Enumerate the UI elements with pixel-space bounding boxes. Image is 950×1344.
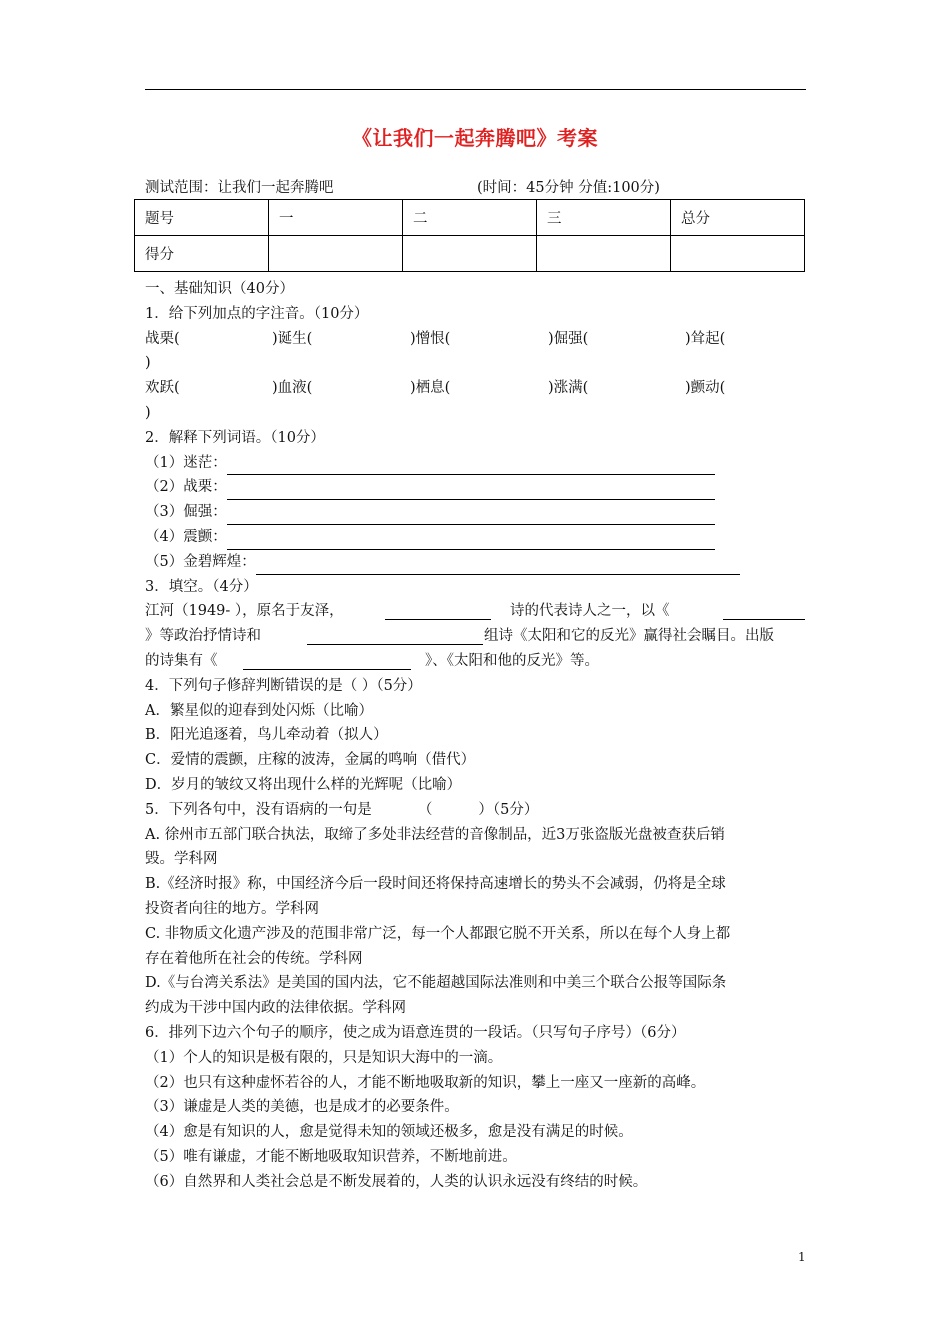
answer-blank[interactable]	[256, 557, 740, 575]
option-item: A．繁星似的迎春到处闪烁（比喻）	[145, 702, 373, 719]
option-item: A. 徐州市五部门联合执法，取缔了多处非法经营的音像制品，近3万张盗版光盘被查获后销	[145, 826, 725, 843]
answer-blank[interactable]	[227, 482, 715, 500]
score-cell: 二	[403, 200, 537, 236]
test-time: (时间：45分钟 分值:100分)	[477, 180, 660, 196]
option-item-cont: 约成为干涉中国内政的法律依据。学科网	[145, 1000, 406, 1017]
option-item: D.《与台湾关系法》是美国的国内法，它不能超越国际法准则和中美三个联合公报等国际条	[145, 975, 727, 992]
score-input-cell[interactable]	[537, 236, 671, 272]
option-item: B．阳光追逐着，鸟儿牵动着（拟人）	[145, 727, 388, 744]
question-5-prompt: 5．下列各句中，没有语病的一句是 （ ）（5分）	[145, 801, 539, 818]
question-3-line	[145, 624, 809, 649]
pinyin-item: )倔强(	[548, 330, 589, 347]
definition-label: （4）震颤：	[145, 528, 227, 545]
fill-text: 诗的代表诗人之一，以《	[510, 603, 670, 620]
header-rule	[145, 89, 806, 90]
score-table-score-row	[135, 236, 805, 272]
score-cell: 一	[269, 200, 403, 236]
page-title: 《让我们一起奔腾吧》考案	[352, 126, 598, 150]
option-item: B.《经济时报》称，中国经济今后一段时间还将保持高速增长的势头不会减弱，仍将是全球	[145, 876, 726, 893]
sentence-item: （3）谦虚是人类的美德，也是成才的必要条件。	[145, 1099, 459, 1116]
score-input-cell[interactable]	[403, 236, 537, 272]
sentence-item: （6）自然界和人类社会总是不断发展着的，人类的认识永远没有终结的时候。	[145, 1173, 648, 1190]
pinyin-item: )耸起(	[685, 330, 726, 347]
fill-text: 》、《太阳和他的反光》等。	[425, 652, 599, 669]
question-3-line	[145, 599, 809, 624]
score-cell: 总分	[671, 200, 805, 236]
option-item: D．岁月的皱纹又将出现什么样的光辉呢（比喻）	[145, 776, 462, 793]
pinyin-item: )诞生(	[272, 330, 313, 347]
score-table	[134, 199, 805, 272]
sentence-item: （1）个人的知识是极有限的，只是知识大海中的一滴。	[145, 1049, 503, 1066]
answer-blank[interactable]	[307, 628, 483, 645]
definition-item	[145, 525, 809, 550]
sentence-item: （5）唯有谦虚，才能不断地吸取知识营养，不断地前进。	[145, 1148, 517, 1165]
definition-label: （1）迷茫：	[145, 454, 227, 471]
pinyin-item: )栖息(	[410, 380, 451, 397]
exam-content	[145, 277, 809, 1194]
fill-text: 》等政治抒情诗和	[145, 628, 261, 645]
fill-text: 的诗集有《	[145, 652, 218, 669]
question-3-line	[145, 649, 809, 674]
page-number: 1	[798, 1250, 806, 1264]
pinyin-item: 欢跃(	[145, 380, 180, 397]
definition-label: （3）倔强：	[145, 504, 227, 521]
score-cell: 得分	[135, 236, 269, 272]
pinyin-item: 战栗(	[145, 330, 180, 347]
question-1-row	[145, 327, 809, 352]
fill-text: 组诗《太阳和它的反光》赢得社会瞩目。出版	[484, 628, 774, 645]
answer-blank[interactable]	[227, 532, 715, 550]
sentence-item: （2）也只有这种虚怀若谷的人，才能不断地吸取新的知识，攀上一座又一座新的高峰。	[145, 1074, 706, 1091]
pinyin-item: )憎恨(	[410, 330, 451, 347]
option-item-cont: 投资者向往的地方。学科网	[145, 900, 319, 917]
option-item-cont: 毁。学科网	[145, 851, 218, 868]
answer-blank[interactable]	[243, 653, 411, 670]
definition-item	[145, 475, 809, 500]
fill-text: 江河（1949- ），原名于友泽，	[145, 603, 344, 620]
score-cell: 三	[537, 200, 671, 236]
definition-label: （2）战栗：	[145, 479, 227, 496]
question-2-prompt: 2．解释下列词语。（10分）	[145, 429, 325, 446]
answer-blank[interactable]	[227, 507, 715, 525]
definition-item	[145, 451, 809, 476]
answer-blank[interactable]	[723, 603, 805, 620]
option-item: C．爱情的震颤，庄稼的波涛，金属的鸣响（借代）	[145, 752, 476, 769]
question-1-prompt: 1．给下列加点的字注音。（10分）	[145, 305, 369, 322]
pinyin-item: )颤动(	[685, 380, 726, 397]
question-1-row-end: )	[145, 404, 151, 421]
definition-label: （5）金碧辉煌：	[145, 553, 256, 570]
answer-blank[interactable]	[385, 603, 491, 620]
test-scope: 测试范围：让我们一起奔腾吧	[145, 180, 334, 196]
answer-blank[interactable]	[227, 457, 715, 475]
sentence-item: （4）愈是有知识的人，愈是觉得未知的领域还极多，愈是没有满足的时候。	[145, 1124, 633, 1141]
definition-item	[145, 550, 809, 575]
question-1-row	[145, 376, 809, 401]
option-item: C. 非物质文化遗产涉及的范围非常广泛，每一个人都跟它脱不开关系，所以在每个人身上都	[145, 925, 731, 942]
option-item-cont: 存在着他所在社会的传统。学科网	[145, 950, 363, 967]
question-1-row-end: )	[145, 355, 151, 372]
question-6-prompt: 6．排列下边六个句子的顺序，使之成为语意连贯的一段话。（只写句子序号）（6分）	[145, 1024, 686, 1041]
pinyin-item: )涨满(	[548, 380, 589, 397]
section-heading: 一、基础知识（40分）	[145, 281, 294, 297]
test-info	[145, 176, 805, 196]
score-table-header-row	[135, 200, 805, 236]
score-cell: 题号	[135, 200, 269, 236]
definition-item	[145, 500, 809, 525]
question-4-prompt: 4．下列句子修辞判断错误的是（ ）（5分）	[145, 677, 422, 694]
score-input-cell[interactable]	[269, 236, 403, 272]
score-input-cell[interactable]	[671, 236, 805, 272]
question-3-prompt: 3．填空。（4分）	[145, 578, 258, 595]
pinyin-item: )血液(	[272, 380, 313, 397]
